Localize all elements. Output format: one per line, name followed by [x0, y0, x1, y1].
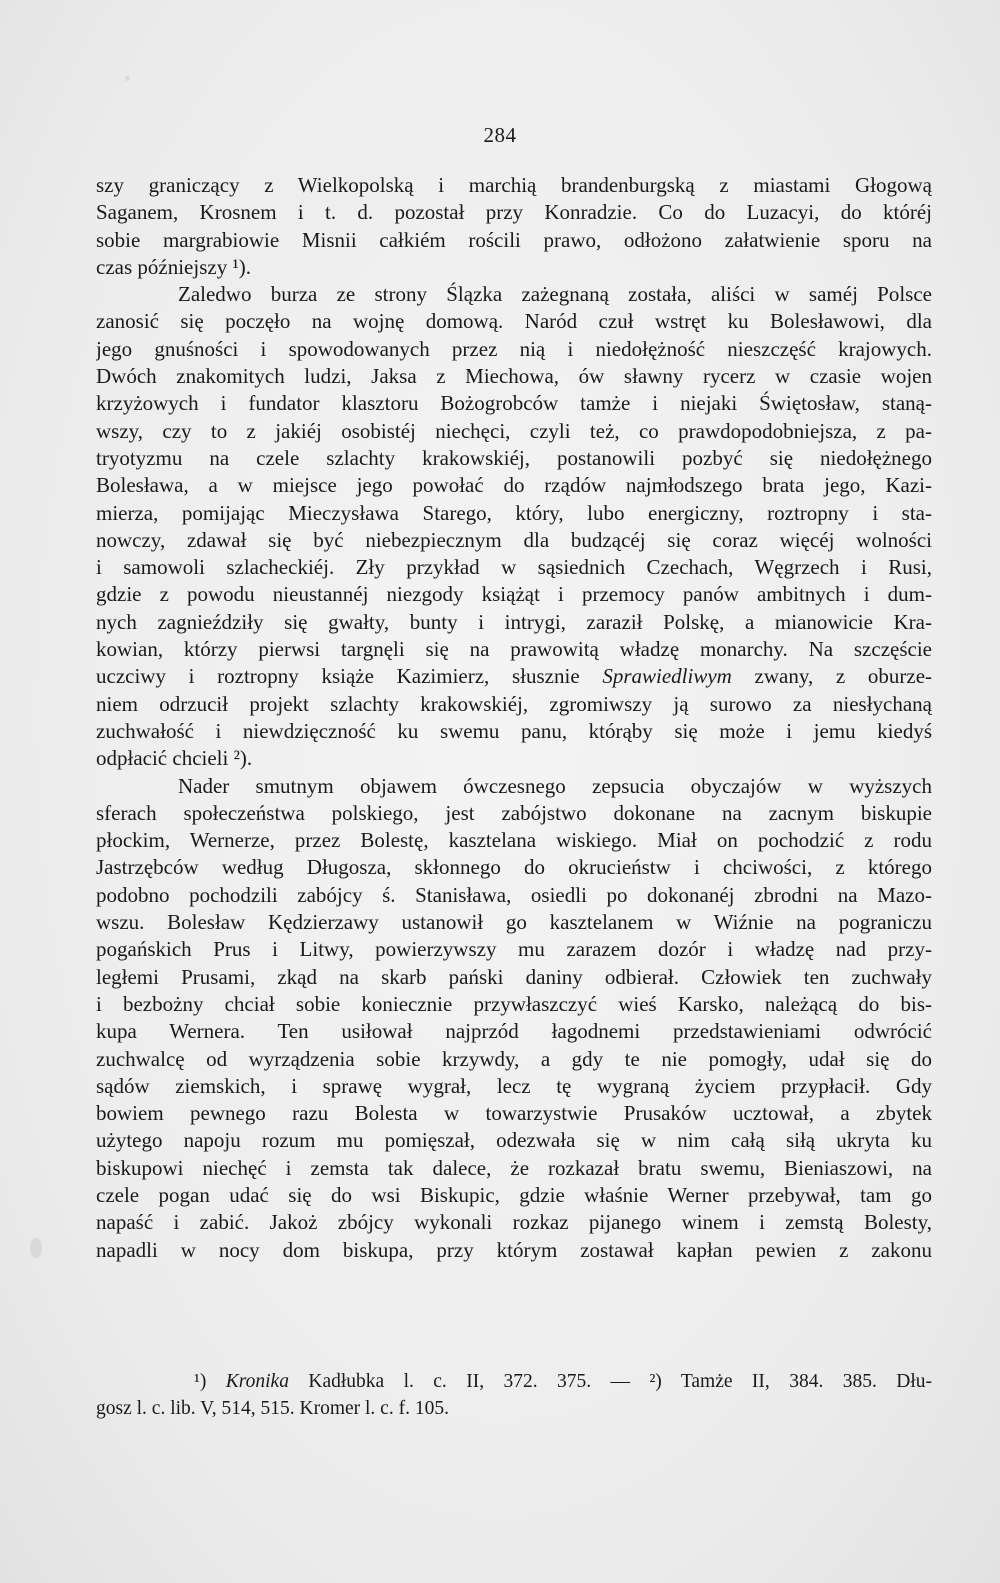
text-line: biskupowi niechęć i zemsta tak dalece, że rozkazał bratu swemu, Bieniaszowi, na	[96, 1155, 932, 1180]
text-line: wszy, czy to z jakiéj osobistéj niechęci, czyli też, co prawdopodobniejsza, z pa-	[96, 418, 932, 443]
text-line: nowczy, zdawał się być niebezpiecznym dla budzącéj się coraz więcéj wolności	[96, 527, 932, 552]
text-line: czele pogan udać się do wsi Biskupic, gdzie właśnie Werner przebywał, tam go	[96, 1182, 932, 1207]
page-number: 284	[483, 123, 517, 147]
text-line: krzyżowych i fundator klasztoru Bożogrobców tamże i niejaki Świętosław, staną-	[96, 391, 932, 416]
footnote-source-title: Kronika	[225, 1371, 289, 1392]
footnote-line: gosz l. c. lib. V, 514, 515. Kromer l. c. f. 105.	[96, 1398, 449, 1419]
text-line: Bolesława, a w miejsce jego powołać do rządów najmłodszego brata jego, Kazi-	[96, 473, 932, 498]
text-segment: uczciwy i roztropny książe Kazimierz, słusznie	[96, 664, 580, 689]
text-line: czas późniejszy ¹).	[96, 254, 251, 279]
footnote-line	[96, 1368, 932, 1395]
text-line: zuchwałość i niewdzięczność ku swemu panu, którąby się może i jemu kiedyś	[96, 718, 932, 743]
text-line: podobno pochodzili zabójcy ś. Stanisława, osiedli po dokonanéj zbrodni na Mazo-	[96, 882, 932, 907]
text-segment: zwany, z oburze-	[754, 664, 932, 689]
text-line: płockim, Wernerze, przez Bolestę, kasztelana wiskiego. Miał on pochodzić z rodu	[96, 828, 932, 853]
text-line: tryotyzmu na czele szlachty krakowskiéj, postanowili pozbyć się niedołężnego	[96, 445, 932, 470]
text-line: kupa Wernera. Ten usiłował najprzód łagodnemi przedstawieniami odwrócić	[96, 1019, 932, 1044]
text-line: i bezbożny chciał sobie koniecznie przywłaszczyć wieś Karsko, należącą do bis-	[96, 991, 932, 1016]
text-line: mierza, pomijając Mieczysława Starego, który, lubo energiczny, roztropny i sta-	[96, 500, 932, 525]
text-line: pogańskich Prus i Litwy, powierzywszy mu zarazem dozór i władzę nad przy-	[96, 937, 932, 962]
text-line: wszu. Bolesław Kędzierzawy ustanowił go kasztelanem w Wiźnie na pograniczu	[96, 910, 932, 935]
italic-word: Sprawiedliwym	[602, 664, 732, 689]
text-line: nych zagnieździły się gwałty, bunty i intrygi, zaraził Polskę, a mianowicie Kra-	[96, 609, 932, 634]
text-line: bowiem pewnego razu Bolesta w towarzystwie Prusaków ucztował, a zbytek	[96, 1101, 932, 1126]
footnotes	[96, 1368, 932, 1422]
footnote-marker: ¹)	[194, 1371, 207, 1392]
text-line: Saganem, Krosnem i t. d. pozostał przy Konradzie. Co do Luzacyi, do któréj	[96, 200, 932, 225]
text-line: Nader smutnym objawem ówczesnego zepsucia obyczajów w wyższych	[178, 773, 932, 798]
paper-stain	[125, 76, 130, 81]
text-line: odpłacić chcieli ²).	[96, 746, 253, 771]
text-line: niem odrzucił projekt szlachty krakowskiéj, zgromiwszy ją surowo za niesłychaną	[96, 691, 932, 716]
text-line: Jastrzębców według Długosza, skłonnego do okrucieństw i chciwości, z którego	[96, 855, 932, 880]
text-line: zuchwalcę od wyrządzenia sobie krzywdy, a gdy te nie pomogły, udał się do	[96, 1046, 932, 1071]
text-line: napaść i zabić. Jakoż zbójcy wykonali rozkaz pijanego winem i zemstą Bolesty,	[96, 1210, 932, 1235]
text-line: sobie margrabiowie Misnii całkiém rościli prawo, odłożono załatwienie sporu na	[96, 227, 932, 252]
text-line: sferach społeczeństwa polskiego, jest zabójstwo dokonane na zacnym biskupie	[96, 800, 932, 825]
text-line: i samowoli szlacheckiéj. Zły przykład w sąsiednich Czechach, Węgrzech i Rusi,	[96, 555, 932, 580]
paper-stain	[30, 1238, 42, 1258]
text-line: sądów ziemskich, i sprawę wygrał, lecz tę wygraną życiem przypłacił. Gdy	[96, 1073, 932, 1098]
text-line: ległemi Prusami, zkąd na skarb pański daniny odbierał. Człowiek ten zuchwały	[96, 964, 932, 989]
text-line: napadli w nocy dom biskupa, przy którym zostawał kapłan pewien z zakonu	[96, 1237, 932, 1262]
text-line: jego gnuśności i spowodowanych przez nią i niedołężność nieszczęść krajowych.	[96, 336, 932, 361]
text-line: Zaledwo burza ze strony Ślązka zażegnaną została, aliści w saméj Polsce	[178, 282, 932, 307]
text-line: gdzie z powodu nieustannéj niezgody książąt i przemocy panów ambitnych i dum-	[96, 582, 932, 607]
text-line: użytego napoju rozum mu pomięszał, odezwała się w nim całą siłą ukryta ku	[96, 1128, 932, 1153]
text-line: kowian, którzy pierwsi targnęli się na prawowitą władzę monarchy. Na szczęście	[96, 637, 932, 662]
text-line: zanosić się poczęło na wojnę domową. Naród czuł wstręt ku Bolesławowi, dla	[96, 309, 932, 334]
footnote-text: Kadłubka l. c. II, 372. 375. — ²) Tamże II, 384. 385. Dłu-	[308, 1371, 932, 1392]
text-line	[96, 663, 932, 690]
body-text	[96, 172, 932, 1264]
text-line: szy graniczący z Wielkopolską i marchią brandenburgską z miastami Głogową	[96, 173, 932, 197]
text-line: Dwóch znakomitych ludzi, Jaksa z Miechowa, ów sławny rycerz w czasie wojen	[96, 364, 932, 389]
